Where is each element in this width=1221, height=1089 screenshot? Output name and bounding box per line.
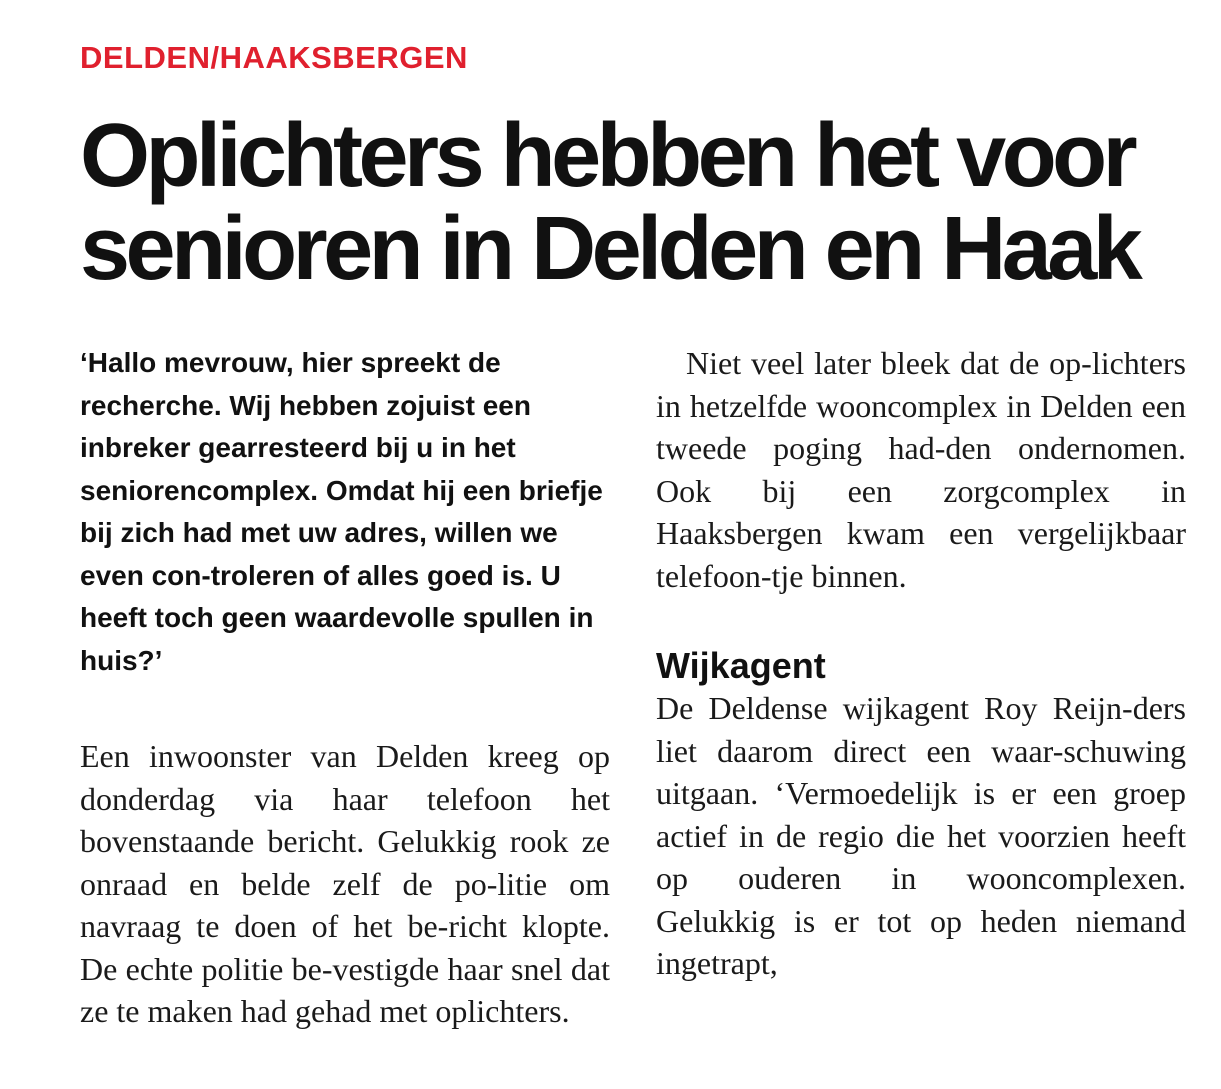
article-column-left: [80, 342, 610, 1033]
article-headline: [80, 106, 1221, 299]
column-spacer: [80, 682, 610, 735]
subheading-spacer: [656, 597, 1186, 645]
article-paragraph-3: De Deldense wijkagent Roy Reijn-ders liet daarom direct een waar-schuwing uitgaan. ‘Vermoedelijk is er een groep actief in de regio die het voorzien heeft op ouderen in wooncomplexen. Gelukkig is er tot op heden niemand ingetrapt,: [656, 690, 1186, 981]
headline-line-1: Oplichters hebben het voor: [80, 106, 1134, 206]
section-kicker: DELDEN/HAAKSBERGEN: [80, 40, 468, 75]
headline-line-2: senioren in Delden en Haak: [80, 199, 1139, 299]
article-column-right: [656, 342, 1186, 985]
article-subheading: Wijkagent: [656, 645, 826, 686]
article-intro: ‘Hallo mevrouw, hier spreekt de recherche. Wij hebben zojuist een inbreker gearresteerd bij u in het seniorencomplex. Omdat hij een briefje bij zich had met uw adres, willen we even con-troleren of alles goed is. U heeft toch geen waardevolle spullen in huis?’: [80, 347, 603, 676]
article-paragraph-2: Niet veel later bleek dat de op-lichters in hetzelfde wooncomplex in Delden een tweede poging had-den ondernomen. Ook bij een zorgcomplex in Haaksbergen kwam een vergelijkbaar telefoon-tje binnen.: [656, 345, 1186, 594]
article-paragraph-1: Een inwoonster van Delden kreeg op donderdag via haar telefoon het bovenstaande bericht. Gelukkig rook ze onraad en belde zelf de po-litie om navraag te doen of het be-richt klopte. De echte politie be-vestigde haar snel dat ze te maken had gehad met oplichters.: [80, 738, 610, 1029]
